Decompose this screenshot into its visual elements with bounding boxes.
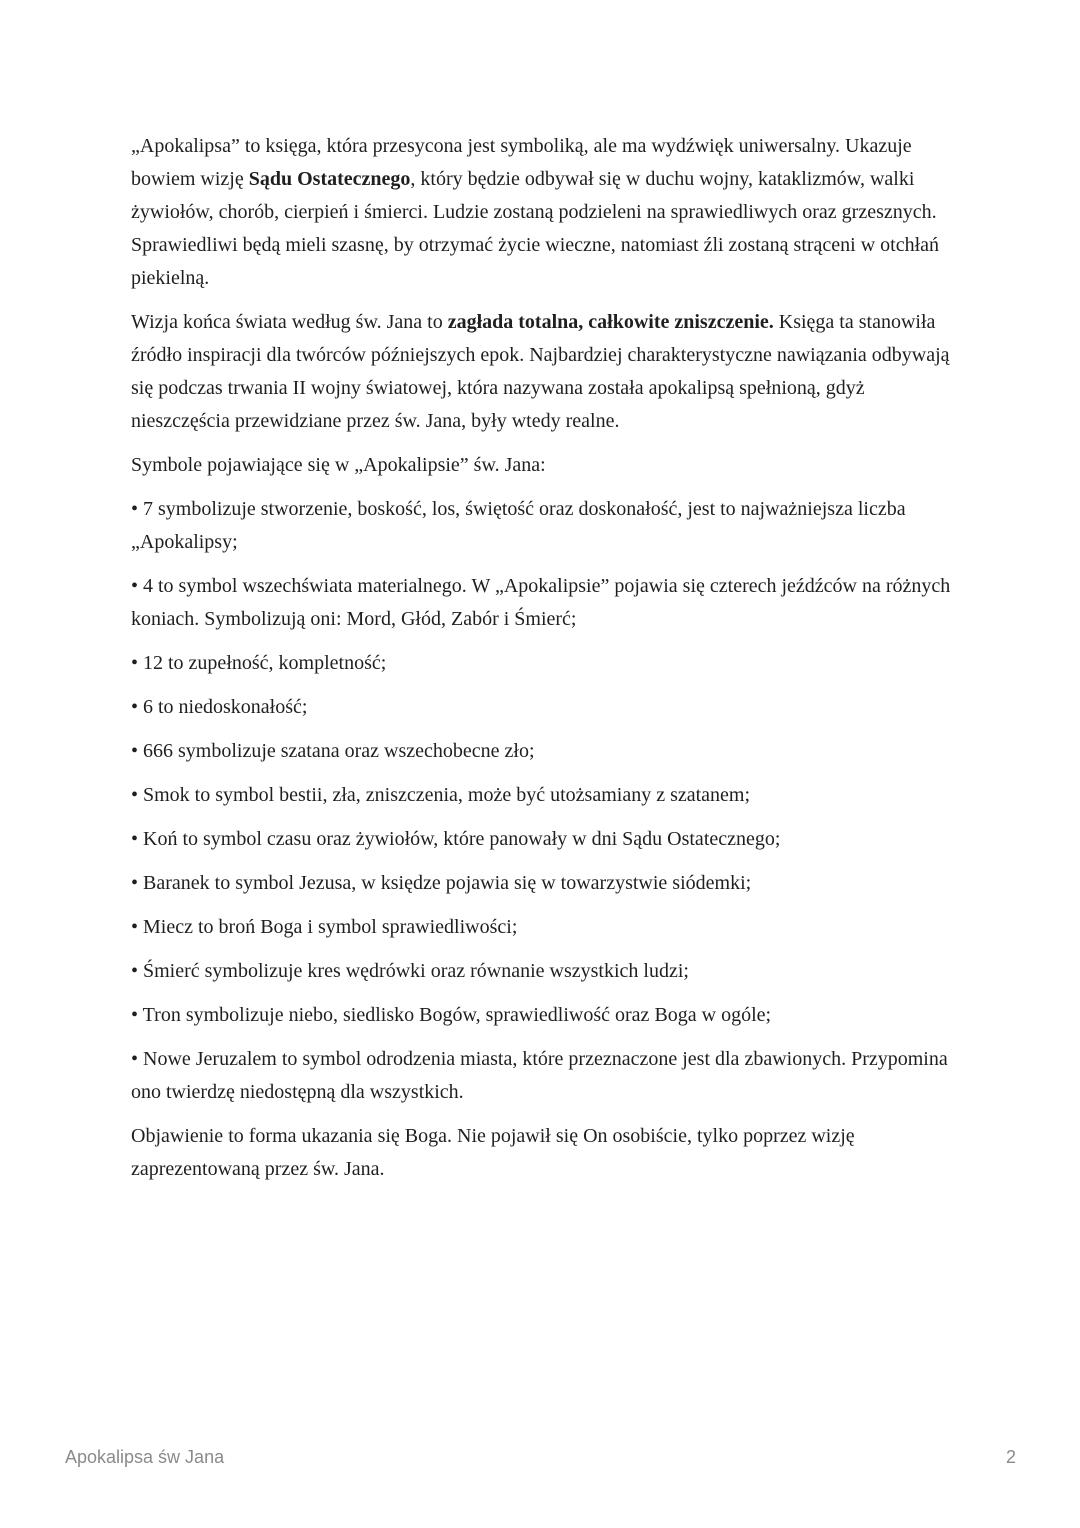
paragraph-intro-text-1: „Apokalipsa” to księga, która przesycona jest symboliką, ale ma wydźwięk uniwersalny. Ukazuje bowiem wizję [131, 135, 912, 190]
symbols-intro: Symbole pojawiające się w „Apokalipsie” św. Jana: [131, 454, 546, 476]
document-body [131, 130, 961, 1197]
paragraph-intro-bold: Sądu Ostatecznego [248, 168, 411, 190]
paragraph-vision-bold: zagłada totalna, całkowite zniszczenie. [447, 311, 774, 333]
list-item: • Śmierć symbolizuje kres wędrówki oraz równanie wszystkich ludzi; [131, 960, 689, 982]
list-item: • Miecz to broń Boga i symbol sprawiedliwości; [131, 916, 518, 938]
list-item: • Koń to symbol czasu oraz żywiołów, które panowały w dni Sądu Ostatecznego; [131, 828, 781, 850]
list-item: • Tron symbolizuje niebo, siedlisko Bogów, sprawiedliwość oraz Boga w ogóle; [131, 1004, 772, 1026]
list-item: • 4 to symbol wszechświata materialnego. W „Apokalipsie” pojawia się czterech jeźdźców na różnych koniach. Symbolizują oni: Mord, Głód, Zabór i Śmierć; [131, 575, 951, 630]
paragraph-intro [131, 130, 961, 295]
list-item: • 6 to niedoskonałość; [131, 696, 308, 718]
footer-page-number: 2 [1005, 1447, 1016, 1467]
paragraph-intro-text-2: , który będzie odbywał się w duchu wojny, kataklizmów, walki żywiołów, chorób, cierpień i śmierci. Ludzie zostaną podzieleni na sprawiedliwych oraz grzesznych. Sprawiedliwi będą mieli szasnę, by otrzymać życie wieczne, natomiast źli zostaną strąceni w otchłań piekielną. [131, 168, 940, 289]
list-item: • Nowe Jeruzalem to symbol odrodzenia miasta, które przeznaczone jest dla zbawionych. Przypomina ono twierdzę niedostępną dla wszystkich. [131, 1048, 948, 1103]
list-item: • 12 to zupełność, kompletność; [131, 652, 387, 674]
paragraph-vision-text-2: Księga ta stanowiła źródło inspiracji dla twórców późniejszych epok. Najbardziej charakterystyczne nawiązania odbywają się podczas trwania II wojny światowej, która nazywana została apokalipsą spełnioną, gdyż nieszczęścia przewidziane przez św. Jana, były wtedy realne. [131, 311, 950, 432]
paragraph-closing: Objawienie to forma ukazania się Boga. Nie pojawił się On osobiście, tylko poprzez wizję zaprezentowaną przez św. Jana. [131, 1125, 855, 1180]
list-item: • 666 symbolizuje szatana oraz wszechobecne zło; [131, 740, 535, 762]
list-item: • Baranek to symbol Jezusa, w księdze pojawia się w towarzystwie siódemki; [131, 872, 752, 894]
footer-document-title: Apokalipsa św Jana [65, 1447, 225, 1467]
paragraph-vision [131, 306, 961, 438]
paragraph-vision-text-1: Wizja końca świata według św. Jana to [131, 311, 448, 333]
symbols-list [131, 493, 961, 1109]
list-item: • Smok to symbol bestii, zła, zniszczenia, może być utożsamiany z szatanem; [131, 784, 751, 806]
list-item: • 7 symbolizuje stworzenie, boskość, los, świętość oraz doskonałość, jest to najważniejsza liczba „Apokalipsy; [131, 498, 906, 553]
